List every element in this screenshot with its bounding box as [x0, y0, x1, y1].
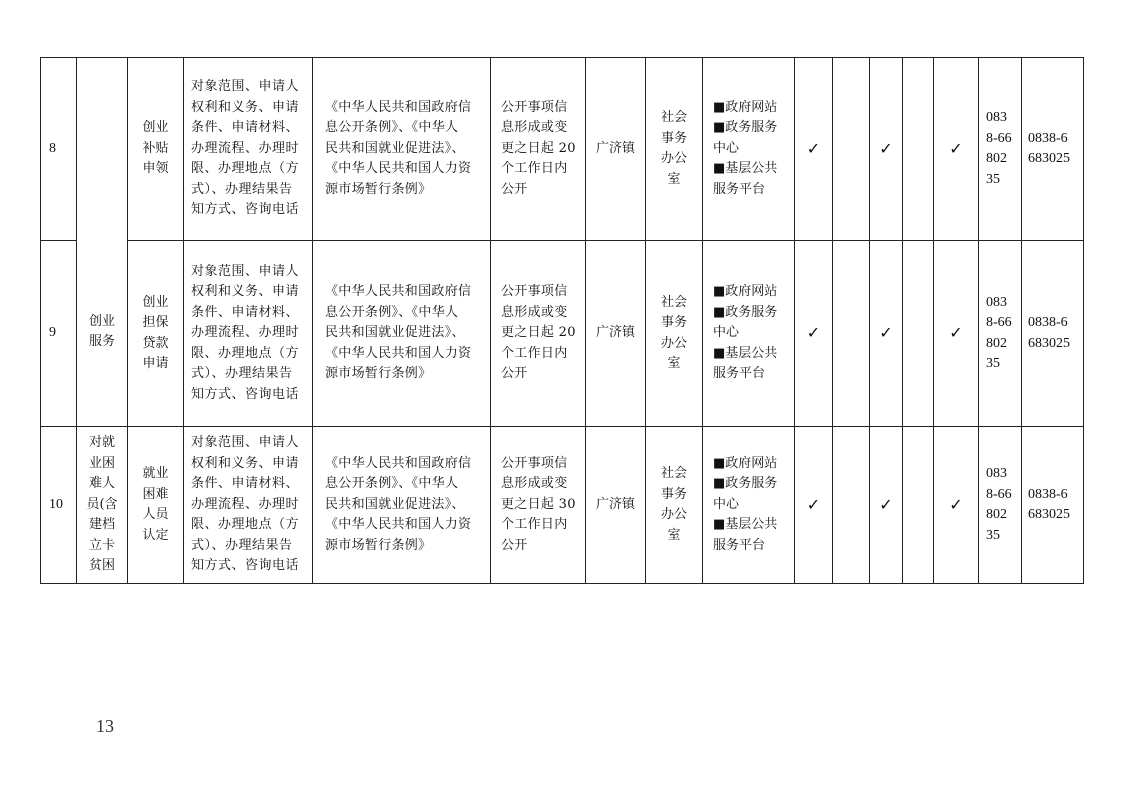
- table-row: [41, 241, 1084, 427]
- check-cell: [833, 58, 870, 241]
- category-cell: 创业 服务: [77, 58, 128, 427]
- phone-number: 0838-6 683025: [1022, 58, 1084, 241]
- disclosure-basis: 《中华人民共和国政府信 息公开条例》、《中华人 民共和国就业促进法》、 《中华人民共和国人力资 源市场暂行条例》: [313, 427, 491, 584]
- check-cell: [903, 427, 934, 584]
- check-mark: ✓: [934, 241, 979, 427]
- disclosure-subject: 广济镇: [586, 241, 646, 427]
- check-cell: [833, 427, 870, 584]
- check-cell: [903, 58, 934, 241]
- phone-number: 0838-6 683025: [1022, 241, 1084, 427]
- check-mark: ✓: [795, 58, 833, 241]
- item-name: 创业 担保 贷款 申请: [128, 241, 184, 427]
- disclosure-subject: 广济镇: [586, 427, 646, 584]
- table-row: [41, 58, 1084, 241]
- disclosure-table: [40, 57, 1084, 584]
- check-mark: ✓: [934, 58, 979, 241]
- check-mark: ✓: [870, 241, 903, 427]
- phone-number: 0838-6 683025: [1022, 427, 1084, 584]
- disclosure-channels: ■政府网站 ■政务服务 中心 ■基层公共 服务平台: [703, 58, 795, 241]
- responsible-dept: 社会 事务 办公 室: [646, 58, 703, 241]
- disclosure-content: 对象范围、申请人 权利和义务、申请 条件、申请材料、 办理流程、办理时 限、办理地点（方 式）、办理结果告 知方式、咨询电话: [184, 58, 313, 241]
- responsible-dept: 社会 事务 办公 室: [646, 241, 703, 427]
- disclosure-time: 公开事项信 息形成或变 更之日起 30 个工作日内 公开: [491, 427, 586, 584]
- phone-number: 083 8-66 802 35: [979, 241, 1022, 427]
- check-mark: ✓: [934, 427, 979, 584]
- disclosure-basis: 《中华人民共和国政府信 息公开条例》、《中华人 民共和国就业促进法》、 《中华人民共和国人力资 源市场暂行条例》: [313, 241, 491, 427]
- row-number: 10: [41, 427, 77, 584]
- disclosure-channels: ■政府网站 ■政务服务 中心 ■基层公共 服务平台: [703, 427, 795, 584]
- check-cell: [903, 241, 934, 427]
- phone-number: 083 8-66 802 35: [979, 427, 1022, 584]
- disclosure-subject: 广济镇: [586, 58, 646, 241]
- table-row: [41, 427, 1084, 584]
- disclosure-content: 对象范围、申请人 权利和义务、申请 条件、申请材料、 办理流程、办理时 限、办理地点（方 式）、办理结果告 知方式、咨询电话: [184, 241, 313, 427]
- responsible-dept: 社会 事务 办公 室: [646, 427, 703, 584]
- disclosure-channels: ■政府网站 ■政务服务 中心 ■基层公共 服务平台: [703, 241, 795, 427]
- row-number: 8: [41, 58, 77, 241]
- check-mark: ✓: [795, 241, 833, 427]
- item-name: 就业 困难 人员 认定: [128, 427, 184, 584]
- check-mark: ✓: [870, 58, 903, 241]
- phone-number: 083 8-66 802 35: [979, 58, 1022, 241]
- check-mark: ✓: [795, 427, 833, 584]
- page-number: 13: [96, 716, 114, 736]
- check-cell: [833, 241, 870, 427]
- disclosure-time: 公开事项信 息形成或变 更之日起 20 个工作日内 公开: [491, 58, 586, 241]
- item-name: 创业 补贴 申领: [128, 58, 184, 241]
- row-number: 9: [41, 241, 77, 427]
- disclosure-time: 公开事项信 息形成或变 更之日起 20 个工作日内 公开: [491, 241, 586, 427]
- category-cell: 对就 业困 难人 员(含 建档 立卡 贫困: [77, 427, 128, 584]
- disclosure-basis: 《中华人民共和国政府信 息公开条例》、《中华人 民共和国就业促进法》、 《中华人民共和国人力资 源市场暂行条例》: [313, 58, 491, 241]
- disclosure-content: 对象范围、申请人 权利和义务、申请 条件、申请材料、 办理流程、办理时 限、办理地点（方 式）、办理结果告 知方式、咨询电话: [184, 427, 313, 584]
- check-mark: ✓: [870, 427, 903, 584]
